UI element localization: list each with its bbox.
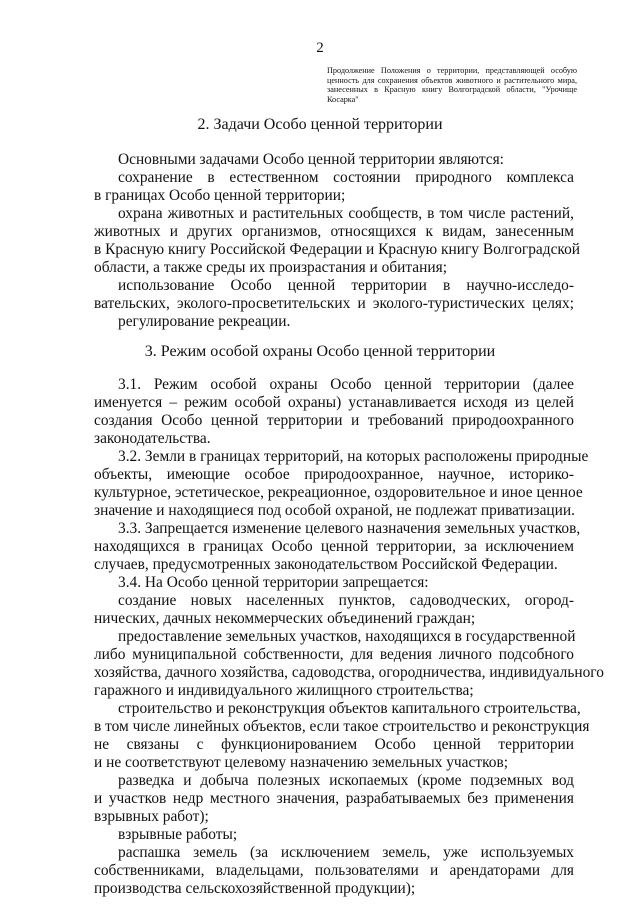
paragraph-line: в границах Особо ценной территории; (94, 187, 346, 204)
paragraph-line: сохранение в естественном состоянии природного комплекса (118, 169, 574, 186)
paragraph-line: нических, дачных некоммерческих объединений граждан; (94, 610, 476, 627)
paragraph-line: предоставление земельных участков, находящихся в государственной (118, 628, 576, 645)
header-note: Продолжение Положения о территории, представляющей особую ценность для сохранения объектов животного и растительного мира, занесенных в Красную книгу Волгоградской области, "Урочище Косарка" (327, 66, 577, 104)
paragraph-line: случаев, предусмотренных законодательством Российской Федерации. (94, 556, 558, 573)
paragraph-line: строительство и реконструкция объектов капитального строительства, (118, 700, 581, 717)
paragraph-line: либо муниципальной собственности, для ведения личного подсобного (94, 646, 574, 663)
paragraph-line: законодательства. (94, 430, 211, 447)
paragraph-line: вательских, эколого-просветительских и эколого-туристических целях; (94, 295, 574, 312)
paragraph-line: не связаны с функционированием Особо ценной территории (94, 736, 574, 753)
paragraph-line: собственниками, владельцами, пользователями и арендаторами для (94, 862, 574, 879)
paragraph-line: использование Особо ценной территории в научно-исследо- (118, 277, 574, 294)
paragraph-line: распашка земель (за исключением земель, уже используемых (118, 844, 574, 861)
paragraph-line: культурное, эстетическое, рекреационное, оздоровительное и иное ценное (94, 484, 583, 501)
paragraph-line: хозяйства, дачного хозяйства, садоводства, огородничества, индивидуального (94, 664, 604, 681)
paragraph-line: создание новых населенных пунктов, садоводческих, огород- (118, 592, 574, 609)
paragraph-line: Основными задачами Особо ценной территории являются: (118, 151, 504, 168)
paragraph-line: и не соответствуют целевому назначению земельных участков; (94, 754, 508, 771)
paragraph-line: животных и других организмов, относящихся к видам, занесенным (94, 223, 574, 240)
paragraph-line: в том числе линейных объектов, если такое строительство и реконструкция (94, 718, 590, 735)
section-2-title: 2. Задачи Особо ценной территории (197, 116, 443, 133)
paragraph-line: регулирование рекреации. (118, 313, 291, 330)
paragraph-line: взрывных работ); (94, 808, 209, 825)
paragraph-line: объекты, имеющие особое природоохранное, научное, историко- (94, 466, 574, 483)
paragraph-line: создания Особо ценной территории и требований природоохранного (94, 412, 574, 429)
paragraph-line: и участков недр местного значения, разрабатываемых без применения (94, 790, 574, 807)
paragraph-line: 3.1. Режим особой охраны Особо ценной территории (далее (118, 376, 574, 393)
paragraph-line: 3.2. Земли в границах территорий, на которых расположены природные (118, 448, 589, 465)
paragraph-line: находящихся в границах Особо ценной территории, за исключением (94, 538, 574, 555)
page-number: 2 (316, 40, 324, 56)
paragraph-line: значение и находящиеся под особой охраной, не подлежат приватизации. (94, 502, 575, 519)
paragraph-line: 3.3. Запрещается изменение целевого назначения земельных участков, (118, 520, 581, 537)
paragraph-line: взрывные работы; (118, 826, 238, 843)
paragraph-line: разведка и добыча полезных ископаемых (кроме подземных вод (118, 772, 574, 789)
paragraph-line: именуется – режим особой охраны) устанавливается исходя из целей (94, 394, 574, 411)
section-3-title: 3. Режим особой охраны Особо ценной территории (144, 343, 496, 360)
paragraph-line: области, а также среды их произрастания и обитания; (94, 259, 447, 276)
paragraph-line: производства сельскохозяйственной продукции); (94, 880, 416, 897)
paragraph-line: охрана животных и растительных сообществ, в том числе растений, (118, 205, 574, 222)
paragraph-line: 3.4. На Особо ценной территории запрещается: (118, 574, 429, 591)
paragraph-line: гаражного и индивидуального жилищного строительства; (94, 682, 474, 699)
paragraph-line: в Красную книгу Российской Федерации и Красную книгу Волгоградской (94, 241, 581, 258)
